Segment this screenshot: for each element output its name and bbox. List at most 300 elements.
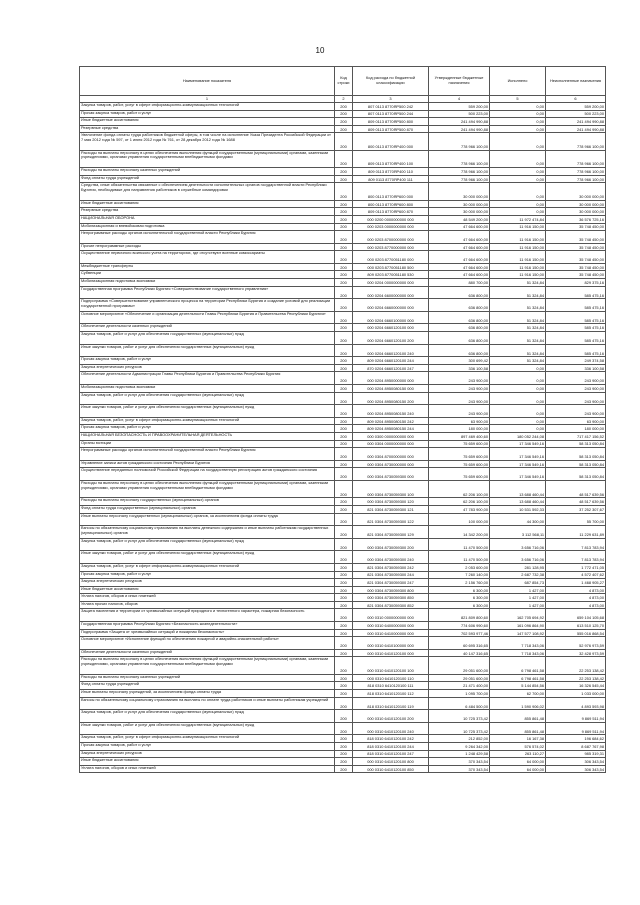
cell-unexecuted: 180 000,00 [546, 425, 606, 433]
cell-kbk: 000 0304 8730059300 850 [353, 594, 429, 602]
cell-unexecuted: 58 313 050,84 [546, 440, 606, 448]
cell-name: Закупка товаров, работ, услуг в сфере информационно-коммуникационных технологий [80, 417, 335, 425]
cell-executed: 162 705 694,92 [490, 609, 546, 622]
cell-kbk: 000 0204 6660000000 000 [353, 299, 429, 312]
cell-executed: 64 000,00 [490, 758, 546, 766]
cell-kbk: 000 0304 8730059300 100 [353, 480, 429, 497]
cell-approved: 75 659 600,00 [429, 460, 490, 468]
cell-approved: 778 966 100,00 [429, 133, 490, 150]
budget-execution-table-container [79, 66, 605, 773]
cell-unexecuted: 243 900,00 [546, 405, 606, 418]
cell-executed: 0,00 [490, 125, 546, 133]
cell-unexecuted: 659 104 105,68 [546, 609, 606, 622]
cell-line-code: 200 [335, 168, 353, 176]
cell-name: Иные выплаты персоналу государственных (муниципальных) органов, за исключением фонда оплаты труда [80, 513, 335, 526]
cell-line-code: 200 [335, 279, 353, 287]
cell-executed: 263 110,27 [490, 750, 546, 758]
cell-unexecuted: 778 966 100,00 [546, 133, 606, 150]
cell-name: Основное мероприятие «Исполнение функций по обеспечению пожарной и аварийно-спасательной работы» [80, 637, 335, 650]
cell-kbk: 809 0204 8950080150 244 [353, 425, 429, 433]
cell-line-code: 200 [335, 609, 353, 622]
cell-line-code: 200 [335, 125, 353, 133]
cell-approved: 6 300,00 [429, 586, 490, 594]
header-approved: Утвержденные бюджетные назначения [429, 67, 490, 96]
cell-approved: 778 966 100,00 [429, 168, 490, 176]
cell-approved: 821 809 800,60 [429, 609, 490, 622]
cell-executed: 6 798 461,58 [490, 674, 546, 682]
cell-executed: 17 346 549,16 [490, 468, 546, 481]
cell-unexecuted: 63 900,00 [546, 417, 606, 425]
table-row [80, 133, 606, 150]
cell-name: Иные бюджетные ассигнования [80, 118, 335, 126]
cell-approved: 180 000,00 [429, 425, 490, 433]
cell-kbk: 800 0113 8770ЯР400 000 [353, 133, 429, 150]
cell-kbk: 809 0113 8770ЯР400 110 [353, 168, 429, 176]
cell-approved: 47 664 600,00 [429, 231, 490, 244]
cell-kbk: 000 0310 6410120100 200 [353, 710, 429, 723]
table-row [80, 263, 606, 271]
cell-executed: 0,00 [490, 110, 546, 118]
cell-line-code: 200 [335, 758, 353, 766]
cell-line-code: 200 [335, 674, 353, 682]
cell-line-code: 200 [335, 175, 353, 183]
cell-name: Взносы по обязательному социальному страхованию на выплаты денежного содержания и иные выплаты работникам государственных (муниципальных) органов [80, 526, 335, 539]
table-row [80, 324, 606, 332]
table-row [80, 223, 606, 231]
cell-executed: 11 916 150,00 [490, 271, 546, 279]
table-row [80, 417, 606, 425]
cell-kbk: 000 0310 6410120100 110 [353, 674, 429, 682]
cell-unexecuted: 58 313 050,84 [546, 460, 606, 468]
cell-unexecuted: 30 000 000,00 [546, 200, 606, 208]
cell-unexecuted: 306 343,54 [546, 765, 606, 773]
cell-executed: 855 861,48 [490, 722, 546, 735]
table-row [80, 657, 606, 674]
cell-kbk: 000 0204 8950080150 200 [353, 392, 429, 405]
cell-unexecuted: 241 494 990,88 [546, 125, 606, 133]
cell-executed: 10 531 592,33 [490, 505, 546, 513]
cell-executed: 0,00 [490, 417, 546, 425]
cell-approved: 1 095 700,00 [429, 690, 490, 698]
cell-unexecuted: 48 517 639,56 [546, 498, 606, 506]
cell-executed: 0,00 [490, 405, 546, 418]
cell-executed: 7 718 343,06 [490, 649, 546, 657]
cell-line-code: 200 [335, 223, 353, 231]
cell-executed: 0,00 [490, 133, 546, 150]
table-row [80, 690, 606, 698]
cell-executed: 0,00 [490, 150, 546, 167]
cell-approved: 2 053 600,00 [429, 563, 490, 571]
table-row [80, 405, 606, 418]
cell-unexecuted: 55 700,00 [546, 513, 606, 526]
cell-unexecuted: 559 200,00 [546, 103, 606, 111]
cell-approved: 370 343,54 [429, 758, 490, 766]
cell-line-code: 200 [335, 263, 353, 271]
header-kbk: Код расхода по бюджетной классификации [353, 67, 429, 96]
table-row [80, 271, 606, 279]
cell-approved: 370 343,54 [429, 765, 490, 773]
cell-kbk: 000 0304 8730059300 000 [353, 468, 429, 481]
cell-unexecuted: 717 417 156,52 [546, 432, 606, 440]
cell-approved: 47 664 600,00 [429, 271, 490, 279]
table-row [80, 551, 606, 564]
cell-executed: 0,00 [490, 392, 546, 405]
cell-executed: 0,00 [490, 183, 546, 200]
cell-executed: 3 656 716,06 [490, 551, 546, 564]
cell-approved: 500 223,00 [429, 110, 490, 118]
cell-kbk: 000 0203 0000000000 000 [353, 223, 429, 231]
cell-unexecuted: 22 253 138,42 [546, 674, 606, 682]
cell-approved: 60 695 316,65 [429, 637, 490, 650]
cell-name: Прочие непрограммные расходы [80, 243, 335, 251]
cell-name: Подпрограмма «Защита от чрезвычайных ситуаций и пожарная безопасность» [80, 629, 335, 637]
column-index: 2 [335, 96, 353, 103]
cell-approved: 30 000 000,00 [429, 208, 490, 216]
cell-line-code: 200 [335, 324, 353, 332]
cell-kbk: 818 0310 6410120100 111 [353, 682, 429, 690]
cell-unexecuted: 336 100,58 [546, 364, 606, 372]
cell-line-code: 200 [335, 231, 353, 244]
cell-unexecuted: 4 873,00 [546, 601, 606, 609]
cell-line-code: 200 [335, 498, 353, 506]
cell-executed: 2 687 732,38 [490, 571, 546, 579]
cell-executed: 11 916 150,00 [490, 231, 546, 244]
cell-line-code: 200 [335, 364, 353, 372]
cell-name: Фонд оплаты труда учреждений [80, 682, 335, 690]
cell-line-code: 200 [335, 392, 353, 405]
cell-executed: 11 916 150,00 [490, 251, 546, 264]
table-row [80, 286, 606, 299]
cell-unexecuted: 585 475,16 [546, 344, 606, 357]
cell-name: Закупка энергетических ресурсов [80, 579, 335, 587]
cell-unexecuted: 48 517 639,56 [546, 480, 606, 497]
table-row [80, 758, 606, 766]
cell-name: Увеличение фонда оплаты труда работников бюджетной сферы, в том числе на исполнение Указа Президента Российской Федерации от 7 мая 2012 года № 597, от 1 июня 2012 года № 761, от 28 декабря 2012 года № 1688 [80, 133, 335, 150]
table-row [80, 175, 606, 183]
cell-name: Расходы на выплаты персоналу казенных учреждений [80, 674, 335, 682]
cell-executed: 7 718 343,06 [490, 637, 546, 650]
cell-line-code: 200 [335, 417, 353, 425]
cell-kbk: 821 0304 8730059300 852 [353, 601, 429, 609]
cell-line-code: 200 [335, 133, 353, 150]
cell-unexecuted: 4 873,00 [546, 586, 606, 594]
cell-approved: 6 300,00 [429, 601, 490, 609]
table-row [80, 372, 606, 385]
table-row [80, 215, 606, 223]
cell-approved: 29 051 600,00 [429, 657, 490, 674]
cell-kbk: 000 0204 0000000000 000 [353, 279, 429, 287]
table-row [80, 150, 606, 167]
cell-approved: 30 000 000,00 [429, 200, 490, 208]
cell-executed: 3 656 716,06 [490, 538, 546, 551]
cell-kbk: 000 0304 8730000000 000 [353, 460, 429, 468]
cell-line-code: 200 [335, 526, 353, 539]
cell-kbk: 000 0310 6410120100 800 [353, 758, 429, 766]
cell-kbk: 818 0310 6410120100 112 [353, 690, 429, 698]
cell-kbk: 000 0310 6400000000 000 [353, 622, 429, 630]
cell-name: Субвенции [80, 271, 335, 279]
cell-line-code: 200 [335, 735, 353, 743]
cell-executed: 687 854,73 [490, 579, 546, 587]
cell-name: НАЦИОНАЛЬНАЯ БЕЗОПАСНОСТЬ И ПРАВООХРАНИТЕЛЬНАЯ ДЕЯТЕЛЬНОСТЬ [80, 432, 335, 440]
table-row [80, 594, 606, 602]
cell-kbk: 821 0304 8730059300 242 [353, 563, 429, 571]
cell-unexecuted: 58 313 050,84 [546, 468, 606, 481]
cell-line-code: 200 [335, 440, 353, 448]
cell-unexecuted: 22 253 138,42 [546, 657, 606, 674]
cell-approved: 636 800,00 [429, 344, 490, 357]
cell-name: Иные бюджетные ассигнования [80, 200, 335, 208]
cell-line-code: 200 [335, 710, 353, 723]
cell-unexecuted: 778 966 100,00 [546, 175, 606, 183]
table-row [80, 125, 606, 133]
cell-line-code: 200 [335, 594, 353, 602]
cell-kbk: 000 0304 0000000000 000 [353, 440, 429, 448]
cell-line-code: 200 [335, 629, 353, 637]
table-row [80, 432, 606, 440]
cell-kbk: 818 0310 6410120100 119 [353, 697, 429, 710]
cell-line-code: 200 [335, 579, 353, 587]
page-number: 10 [315, 46, 325, 55]
cell-name: Закупка товаров, работ, услуг в сфере информационно-коммуникационных технологий [80, 735, 335, 743]
cell-name: Иные бюджетные ассигнования [80, 586, 335, 594]
cell-approved: 6 300,00 [429, 594, 490, 602]
cell-approved: 100 000,00 [429, 513, 490, 526]
cell-name: Закупка товаров, работ, услуг в сфере информационно-коммуникационных технологий [80, 103, 335, 111]
cell-name: Межбюджетные трансферты [80, 263, 335, 271]
cell-approved: 47 664 600,00 [429, 223, 490, 231]
table-row [80, 498, 606, 506]
cell-approved: 11 470 500,00 [429, 551, 490, 564]
cell-approved: 336 100,58 [429, 364, 490, 372]
cell-kbk: 000 0310 6410120100 100 [353, 657, 429, 674]
cell-name: Осуществление переданных полномочий Российской Федерации на государственную регистрацию актов гражданского состояния [80, 468, 335, 481]
cell-approved: 62 206 100,00 [429, 498, 490, 506]
table-row [80, 735, 606, 743]
cell-kbk: 000 0203 8770051180 000 [353, 251, 429, 264]
cell-line-code: 200 [335, 299, 353, 312]
cell-unexecuted: 4 893 593,98 [546, 697, 606, 710]
cell-approved: 62 206 100,00 [429, 480, 490, 497]
cell-executed: 1 427,00 [490, 594, 546, 602]
table-row [80, 742, 606, 750]
cell-line-code: 200 [335, 690, 353, 698]
cell-line-code: 200 [335, 118, 353, 126]
cell-kbk: 000 0304 8700000000 000 [353, 448, 429, 461]
column-index: 3 [353, 96, 429, 103]
cell-approved: 243 900,00 [429, 372, 490, 385]
table-row [80, 208, 606, 216]
cell-line-code: 200 [335, 200, 353, 208]
cell-kbk: 000 0304 8730059300 240 [353, 551, 429, 564]
table-row [80, 460, 606, 468]
cell-name: Непрограммные расходы органов исполнительной государственной власти Республики Бурятия [80, 231, 335, 244]
cell-unexecuted: 985 319,31 [546, 750, 606, 758]
cell-executed: 0,00 [490, 175, 546, 183]
cell-approved: 47 664 600,00 [429, 251, 490, 264]
table-row [80, 279, 606, 287]
cell-name: Основное мероприятие «Обеспечение и организация деятельности Главы Республики Бурятия и Правительства Республики Бурятия» [80, 311, 335, 324]
table-row [80, 579, 606, 587]
table-row [80, 480, 606, 497]
cell-unexecuted: 32 428 973,59 [546, 649, 606, 657]
cell-name: Расходы на выплаты персоналу казенных учреждений [80, 168, 335, 176]
cell-executed: 161 096 864,90 [490, 622, 546, 630]
cell-kbk: 000 0203 8700000000 000 [353, 231, 429, 244]
cell-unexecuted: 585 475,16 [546, 311, 606, 324]
cell-line-code: 200 [335, 243, 353, 251]
cell-approved: 300 699,42 [429, 357, 490, 365]
cell-name: Расходы на выплаты персоналу в целях обеспечения выполнения функций государственными (муниципальными) органами, казенными учреждениями, органами управления государственными внебюджетными фондами [80, 480, 335, 497]
cell-approved: 243 900,00 [429, 385, 490, 393]
cell-executed: 281 128,95 [490, 563, 546, 571]
cell-unexecuted: 30 000 000,00 [546, 183, 606, 200]
cell-kbk: 821 0304 8730059300 244 [353, 571, 429, 579]
cell-approved: 40 147 316,65 [429, 649, 490, 657]
table-row [80, 526, 606, 539]
table-row [80, 697, 606, 710]
cell-line-code: 200 [335, 513, 353, 526]
cell-name: Защита населения и территории от чрезвычайных ситуаций природного и техногенного характера, пожарная безопасность [80, 609, 335, 622]
cell-approved: 48 549 200,00 [429, 215, 490, 223]
cell-unexecuted: 16 326 545,44 [546, 682, 606, 690]
table-row [80, 468, 606, 481]
cell-approved: 30 000 000,00 [429, 183, 490, 200]
cell-name: Резервные средства [80, 125, 335, 133]
cell-unexecuted: 30 000 000,00 [546, 208, 606, 216]
cell-line-code: 200 [335, 425, 353, 433]
cell-line-code: 200 [335, 765, 353, 773]
cell-kbk: 809 0204 6660120100 244 [353, 357, 429, 365]
cell-approved: 243 900,00 [429, 405, 490, 418]
cell-unexecuted: 613 510 125,70 [546, 622, 606, 630]
cell-name: НАЦИОНАЛЬНАЯ ОБОРОНА [80, 215, 335, 223]
cell-approved: 47 783 900,00 [429, 505, 490, 513]
cell-kbk: 000 0204 6600000000 000 [353, 286, 429, 299]
cell-approved: 11 470 500,00 [429, 538, 490, 551]
cell-executed: 0,00 [490, 208, 546, 216]
cell-executed: 0,00 [490, 168, 546, 176]
cell-executed: 855 861,48 [490, 710, 546, 723]
cell-executed: 11 916 150,00 [490, 223, 546, 231]
cell-line-code: 200 [335, 722, 353, 735]
table-row [80, 364, 606, 372]
cell-line-code: 200 [335, 563, 353, 571]
table-row [80, 118, 606, 126]
cell-name: Мобилизационная и вневойсковая подготовка [80, 223, 335, 231]
cell-unexecuted: 243 900,00 [546, 372, 606, 385]
cell-kbk: 809 0113 8770ЯР600 870 [353, 208, 429, 216]
cell-unexecuted: 829 375,16 [546, 279, 606, 287]
table-row [80, 311, 606, 324]
cell-executed: 64 000,00 [490, 765, 546, 773]
cell-line-code: 200 [335, 601, 353, 609]
table-row [80, 505, 606, 513]
cell-line-code: 200 [335, 637, 353, 650]
cell-executed: 51 324,84 [490, 332, 546, 345]
cell-unexecuted: 4 572 407,62 [546, 571, 606, 579]
cell-approved: 21 471 400,00 [429, 682, 490, 690]
cell-line-code: 200 [335, 183, 353, 200]
cell-name: Государственная программа Республики Бурятия «Безопасность жизнедеятельности» [80, 622, 335, 630]
cell-name: Иные бюджетные ассигнования [80, 758, 335, 766]
cell-approved: 702 593 977,46 [429, 629, 490, 637]
table-row [80, 538, 606, 551]
cell-kbk: 809 0113 8770ЯР400 111 [353, 175, 429, 183]
cell-name: Расходы на выплаты персоналу в целях обеспечения выполнения функций государственными (муниципальными) органами, казенными учреждениями, органами управления государственными внебюджетными фондами [80, 150, 335, 167]
cell-executed: 13 688 460,44 [490, 498, 546, 506]
table-row [80, 682, 606, 690]
header-row [80, 67, 606, 96]
cell-kbk: 821 0304 8730059300 121 [353, 505, 429, 513]
cell-unexecuted: 243 900,00 [546, 385, 606, 393]
cell-unexecuted: 7 813 783,94 [546, 538, 606, 551]
cell-line-code: 200 [335, 468, 353, 481]
cell-name: Мобилизационная подготовка экономики [80, 279, 335, 287]
cell-approved: 9 264 342,00 [429, 742, 490, 750]
table-row [80, 385, 606, 393]
cell-approved: 212 852,00 [429, 735, 490, 743]
cell-name: Иные закупки товаров, работ и услуг для обеспечения государственных (муниципальных) нужд [80, 344, 335, 357]
table-row [80, 344, 606, 357]
cell-kbk: 821 0304 8730059300 247 [353, 579, 429, 587]
table-row [80, 674, 606, 682]
cell-unexecuted: 9 869 511,94 [546, 722, 606, 735]
table-row [80, 183, 606, 200]
cell-kbk: 807 0113 8770ЯР500 244 [353, 110, 429, 118]
header-executed: Исполнено [490, 67, 546, 96]
cell-approved: 636 800,00 [429, 311, 490, 324]
cell-name: Обеспечение деятельности казенных учреждений [80, 649, 335, 657]
cell-line-code: 200 [335, 460, 353, 468]
cell-unexecuted: 585 475,16 [546, 286, 606, 299]
cell-name: Уплата налогов, сборов и иных платежей [80, 594, 335, 602]
cell-name: Закупка товаров, работ и услуг для обеспечения государственных (муниципальных) нужд [80, 710, 335, 723]
cell-name: Органы юстиции [80, 440, 335, 448]
column-index: 6 [546, 96, 606, 103]
cell-kbk: 807 0113 8770ЯР500 242 [353, 103, 429, 111]
cell-name: Закупка товаров, работ и услуг для обеспечения государственных (муниципальных) нужд [80, 332, 335, 345]
table-row [80, 649, 606, 657]
cell-unexecuted: 585 475,16 [546, 299, 606, 312]
cell-name: Мобилизационная подготовка экономики [80, 385, 335, 393]
cell-executed: 0,00 [490, 118, 546, 126]
cell-approved: 774 606 990,60 [429, 622, 490, 630]
cell-kbk: 800 0113 8770ЯР600 800 [353, 200, 429, 208]
cell-executed: 17 346 549,16 [490, 440, 546, 448]
cell-unexecuted: 35 748 450,00 [546, 231, 606, 244]
table-row [80, 103, 606, 111]
cell-unexecuted: 35 748 450,00 [546, 263, 606, 271]
cell-name: Обеспечение деятельности Администрации Главы Республики Бурятия и Правительства Республики Бурятия [80, 372, 335, 385]
cell-kbk: 818 0310 6410120100 242 [353, 735, 429, 743]
cell-executed: 5 144 854,56 [490, 682, 546, 690]
table-row [80, 722, 606, 735]
table-row [80, 251, 606, 264]
table-row [80, 243, 606, 251]
budget-execution-table [79, 66, 606, 773]
cell-name: Уплата прочих налогов, сборов [80, 601, 335, 609]
cell-approved: 10 725 373,42 [429, 722, 490, 735]
cell-line-code: 200 [335, 344, 353, 357]
column-index: 1 [80, 96, 335, 103]
cell-name: Управление записи актов гражданского состояния Республики Бурятия [80, 460, 335, 468]
table-row [80, 332, 606, 345]
cell-unexecuted: 35 748 450,00 [546, 223, 606, 231]
cell-unexecuted: 11 229 631,89 [546, 526, 606, 539]
cell-kbk: 809 0113 8770ЯР500 800 [353, 118, 429, 126]
cell-name: Обеспечение деятельности казенных учреждений [80, 324, 335, 332]
